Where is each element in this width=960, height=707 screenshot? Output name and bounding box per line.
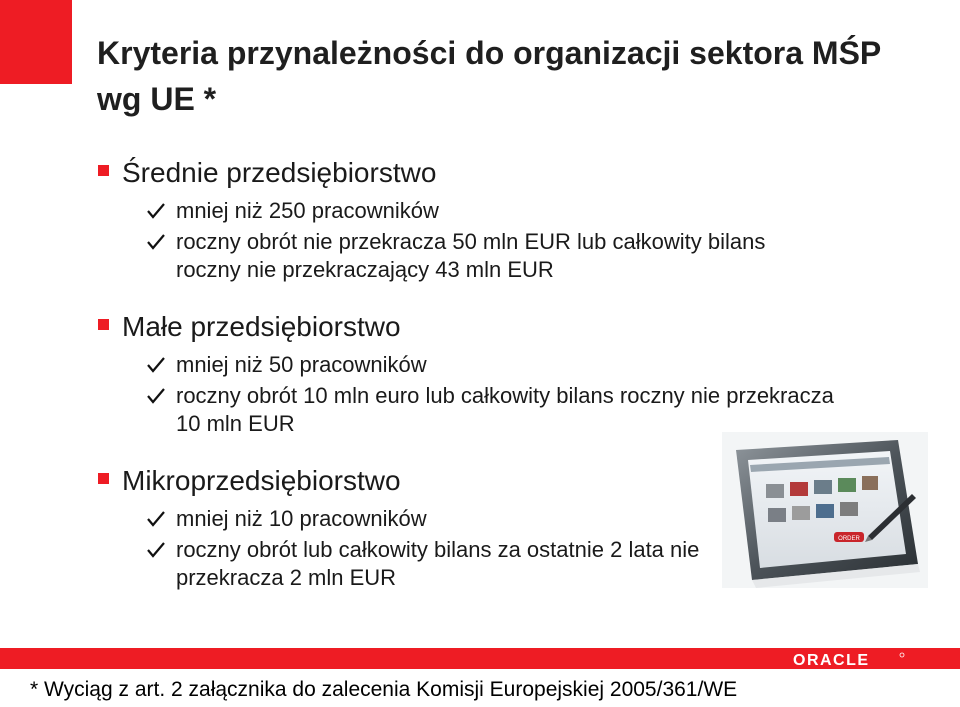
checkmark-icon <box>146 233 166 251</box>
criteria-list <box>146 351 846 438</box>
checkmark-icon <box>146 356 166 374</box>
section-label: Małe przedsiębiorstwo <box>122 311 401 342</box>
criteria-item <box>146 382 846 438</box>
criteria-item <box>146 228 796 284</box>
criteria-text: mniej niż 250 pracowników <box>176 198 439 223</box>
square-bullet-icon <box>98 319 109 330</box>
checkmark-icon <box>146 387 166 405</box>
section-label: Średnie przedsiębiorstwo <box>122 157 437 188</box>
oracle-logo <box>789 650 907 668</box>
square-bullet-icon <box>98 165 109 176</box>
criteria-text: mniej niż 50 pracowników <box>176 352 427 377</box>
criteria-list <box>146 505 706 592</box>
criteria-text: roczny obrót 10 mln euro lub całkowity bilans roczny nie przekracza 10 mln EUR <box>176 383 834 436</box>
tablet-image <box>722 432 928 588</box>
section-micro-enterprise <box>98 462 718 595</box>
square-bullet-icon <box>98 473 109 484</box>
criteria-item <box>146 505 706 533</box>
footnote: * Wyciąg z art. 2 załącznika do zalecenia Komisji Europejskiej 2005/361/WE <box>30 678 738 701</box>
tablet-illustration <box>722 432 928 588</box>
corner-accent-square <box>0 0 72 84</box>
criteria-item <box>146 536 706 592</box>
svg-text:ORACLE: ORACLE <box>793 652 870 668</box>
criteria-text: mniej niż 10 pracowników <box>176 506 427 531</box>
criteria-item <box>146 351 846 379</box>
checkmark-icon <box>146 541 166 559</box>
section-small-enterprise <box>98 308 858 441</box>
criteria-item <box>146 197 796 225</box>
criteria-text: roczny obrót lub całkowity bilans za ostatnie 2 lata nie przekracza 2 mln EUR <box>176 537 700 590</box>
section-heading <box>98 462 718 502</box>
section-heading <box>98 154 818 194</box>
section-label: Mikroprzedsiębiorstwo <box>122 465 401 496</box>
slide-title: Kryteria przynależności do organizacji sektora MŚP wg UE * <box>97 35 881 117</box>
criteria-list <box>146 197 796 284</box>
order-button-label: ORDER <box>838 536 860 542</box>
criteria-text: roczny obrót nie przekracza 50 mln EUR lub całkowity bilans roczny nie przekraczający 43 mln EUR <box>176 229 766 282</box>
section-medium-enterprise <box>98 154 818 287</box>
checkmark-icon <box>146 202 166 220</box>
section-heading <box>98 308 858 348</box>
checkmark-icon <box>146 510 166 528</box>
